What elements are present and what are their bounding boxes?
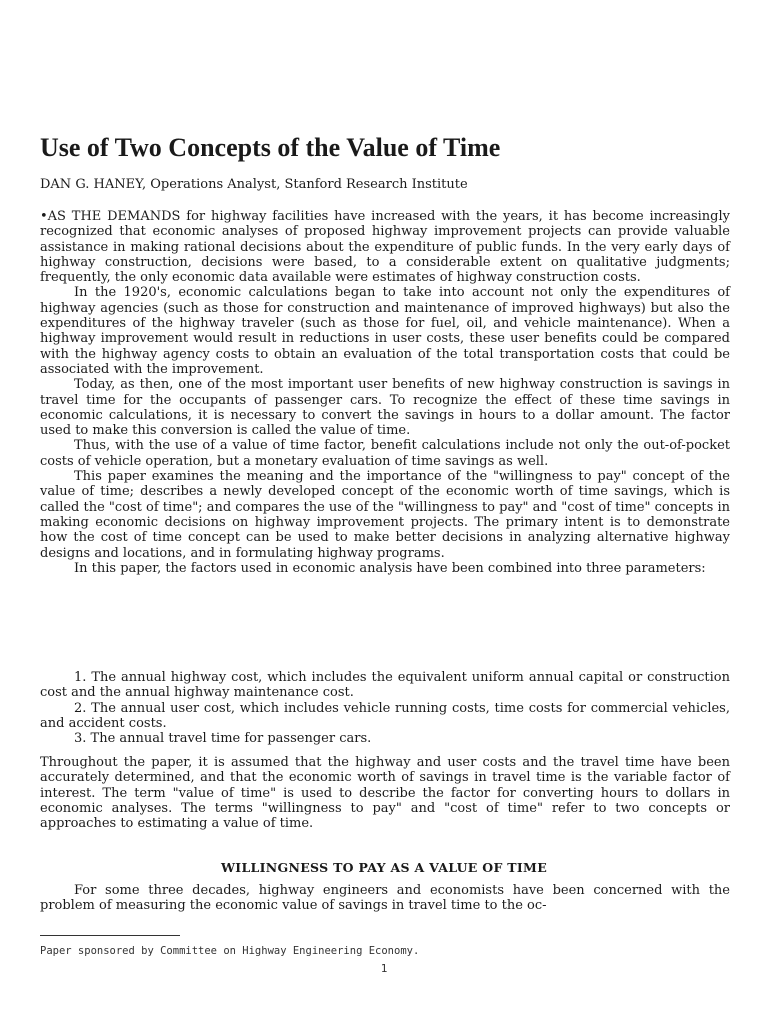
list-item-user-cost: 2. The annual user cost, which includes vehicle running costs, time costs for commercial vehicles, and accident costs. bbox=[40, 700, 730, 731]
paragraph-intro: •AS THE DEMANDS for highway facilities have increased with the years, it has become increasingly recognized that economic analyses of proposed highway improvement projects can provide valuable assistance in making rational decisions about the expenditure of public funds. In the very early days of highway construction, decisions were based, to a considerable extent on qualitative judgments; frequently, the only economic data available were estimates of highway construction costs. bbox=[40, 209, 730, 286]
section-heading: WILLINGNESS TO PAY AS A VALUE OF TIME bbox=[220, 860, 548, 875]
list-item-travel-time: 3. The annual travel time for passenger cars. bbox=[74, 731, 372, 747]
page-number: 1 bbox=[380, 962, 388, 975]
article-title: Use of Two Concepts of the Value of Time bbox=[40, 133, 501, 162]
paragraph-thus: Thus, with the use of a value of time factor, benefit calculations include not only the out-of-pocket costs of vehicle operation, but a monetary evaluation of time savings as well. bbox=[40, 438, 730, 469]
list-item-highway-cost: 1. The annual highway cost, which includes the equivalent uniform annual capital or construction cost and the annual highway maintenance cost. bbox=[40, 670, 730, 701]
footnote-divider bbox=[40, 935, 180, 936]
article-body bbox=[40, 209, 730, 576]
paragraph-three-decades: For some three decades, highway engineers and economists have been concerned with the problem of measuring the economic value of savings in travel time to the oc- bbox=[40, 883, 730, 914]
footnote: Paper sponsored by Committee on Highway Engineering Economy. bbox=[40, 945, 420, 957]
paragraph-this-paper: This paper examines the meaning and the importance of the "willingness to pay" concept of the value of time; describes a newly developed concept of the economic worth of time savings, which is called the "cost of time"; and compares the use of the "willingness to pay" and "cost of time" concepts in making economic decisions on highway improvement projects. The primary intent is to demonstrate how the cost of time concept can be used to make better decisions in analyzing alternative highway designs and locations, and in formulating highway programs. bbox=[40, 469, 730, 561]
section-body bbox=[40, 883, 730, 914]
article-body-continued bbox=[40, 755, 730, 831]
paragraph-parameters: In this paper, the factors used in economic analysis have been combined into three parameters: bbox=[74, 560, 706, 576]
paragraph-today: Today, as then, one of the most important user benefits of new highway construction is savings in travel time for the occupants of passenger cars. To recognize the effect of these time savings in economic calculations, it is necessary to convert the savings in hours to a dollar amount. The factor used to make this conversion is called the value of time. bbox=[40, 377, 730, 439]
paragraph-1920s: In the 1920's, economic calculations began to take into account not only the expenditures of highway agencies (such as those for construction and maintenance of improved highways) but also the expenditures of the highway traveler (such as those for fuel, oil, and vehicle maintenance). When a highway improvement would result in reductions in user costs, these user benefits could be compared with the highway agency costs to obtain an evaluation of the total transportation costs that could be associated with the improvement. bbox=[40, 285, 730, 377]
parameter-list bbox=[40, 670, 730, 746]
author-byline: DAN G. HANEY, Operations Analyst, Stanford Research Institute bbox=[40, 177, 468, 192]
paragraph-throughout: Throughout the paper, it is assumed that the highway and user costs and the travel time have been accurately determined, and that the economic worth of savings in travel time is the variable factor of interest. The term "value of time" is used to describe the factor for converting hours to dollars in economic analyses. The terms "willingness to pay" and "cost of time" refer to two concepts or approaches to estimating a value of time. bbox=[40, 755, 730, 832]
